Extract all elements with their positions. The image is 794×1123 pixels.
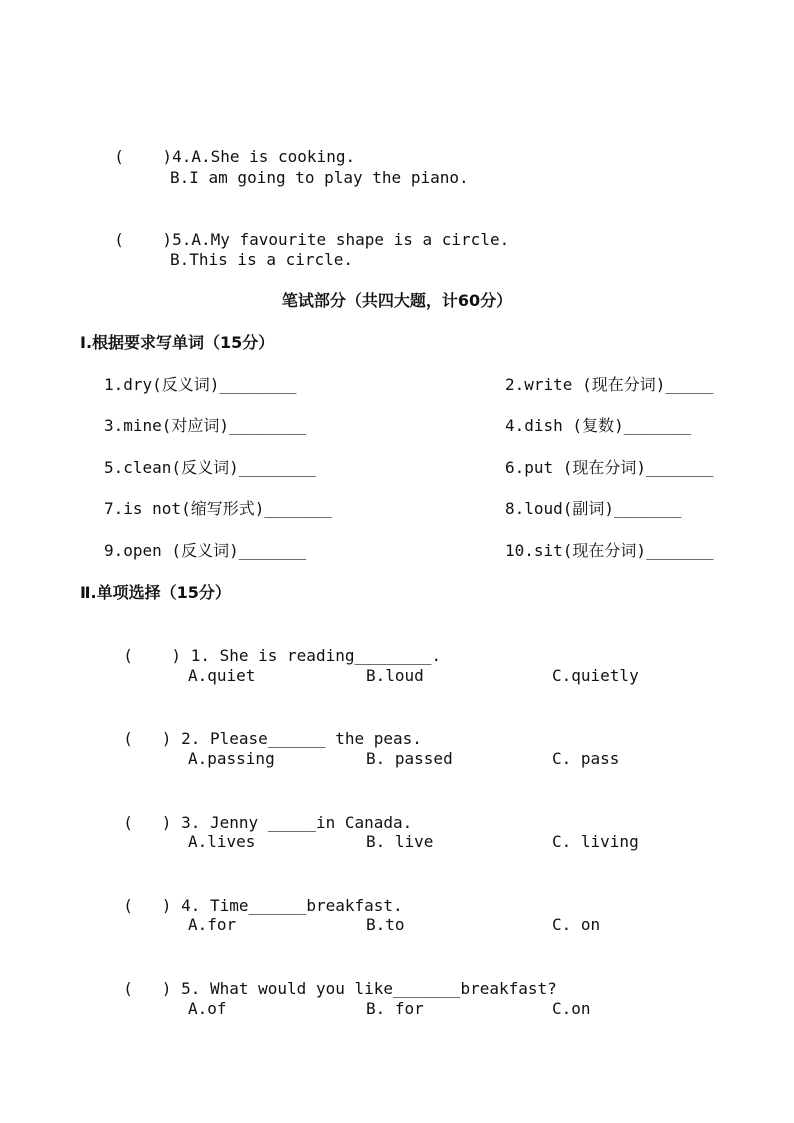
word-item-right[interactable]: 2.write (现在分词)_____ [505, 375, 714, 394]
answer-paren[interactable]: ( ) [114, 147, 173, 166]
answer-paren[interactable]: ( ) [123, 979, 172, 998]
question-number: 2. [181, 729, 201, 748]
section-1-title: Ⅰ.根据要求写单词（15分） [80, 333, 275, 352]
word-item-left[interactable]: 1.dry(反义词)________ [104, 375, 297, 394]
question-number: 4. [181, 896, 201, 915]
option-a[interactable]: A.quiet [188, 666, 256, 685]
question-number: 5. [172, 230, 192, 249]
option-a: A.She is cooking. [191, 147, 356, 166]
answer-paren[interactable]: ( ) [123, 896, 172, 915]
choice-question [104, 790, 412, 834]
answer-paren[interactable]: ( ) [114, 230, 173, 249]
option-b[interactable]: B. passed [366, 749, 453, 768]
choice-question [104, 706, 422, 750]
word-item-left[interactable]: 5.clean(反义词)________ [104, 458, 316, 477]
option-c[interactable]: C. on [552, 915, 601, 934]
word-item-right[interactable]: 8.loud(副词)_______ [505, 499, 682, 518]
option-b[interactable]: B.to [366, 915, 405, 934]
question-stem: Please______ the peas. [209, 729, 422, 748]
section-2-title: Ⅱ.单项选择（15分） [80, 583, 231, 602]
choice-question [104, 623, 441, 667]
option-a[interactable]: A.for [188, 915, 237, 934]
answer-paren[interactable]: ( ) [123, 646, 182, 665]
question-number: 1. [190, 646, 210, 665]
word-item-left[interactable]: 7.is not(缩写形式)_______ [104, 499, 332, 518]
word-item-left[interactable]: 3.mine(对应词)________ [104, 416, 307, 435]
answer-paren[interactable]: ( ) [123, 813, 172, 832]
option-b[interactable]: B. for [366, 999, 424, 1018]
question-stem: Jenny _____in Canada. [209, 813, 413, 832]
question-number: 4. [172, 147, 192, 166]
word-item-right[interactable]: 10.sit(现在分词)_______ [505, 541, 714, 560]
option-a[interactable]: A.lives [188, 832, 256, 851]
option-c[interactable]: C. living [552, 832, 639, 851]
question-number: 5. [181, 979, 201, 998]
choice-question [104, 873, 403, 917]
option-b: B.I am going to play the piano. [170, 168, 469, 187]
answer-paren[interactable]: ( ) [123, 729, 172, 748]
choice-question [104, 956, 557, 1000]
option-b: B.This is a circle. [170, 250, 354, 269]
option-c[interactable]: C.on [552, 999, 591, 1018]
listening-q5 [95, 207, 509, 251]
written-part-title: 笔试部分（共四大题，计60分） [281, 291, 513, 310]
word-item-right[interactable]: 6.put (现在分词)_______ [505, 458, 714, 477]
option-a[interactable]: A.passing [188, 749, 275, 768]
question-stem: She is reading________. [219, 646, 442, 665]
option-c[interactable]: C. pass [552, 749, 620, 768]
question-stem: Time______breakfast. [209, 896, 403, 915]
word-item-left[interactable]: 9.open (反义词)_______ [104, 541, 307, 560]
option-c[interactable]: C.quietly [552, 666, 639, 685]
question-number: 3. [181, 813, 201, 832]
option-a[interactable]: A.of [188, 999, 227, 1018]
word-item-right[interactable]: 4.dish (复数)_______ [505, 416, 692, 435]
question-stem: What would you like_______breakfast? [209, 979, 557, 998]
option-b[interactable]: B. live [366, 832, 434, 851]
option-a: A.My favourite shape is a circle. [191, 230, 510, 249]
option-b[interactable]: B.loud [366, 666, 424, 685]
listening-q4 [95, 124, 355, 168]
